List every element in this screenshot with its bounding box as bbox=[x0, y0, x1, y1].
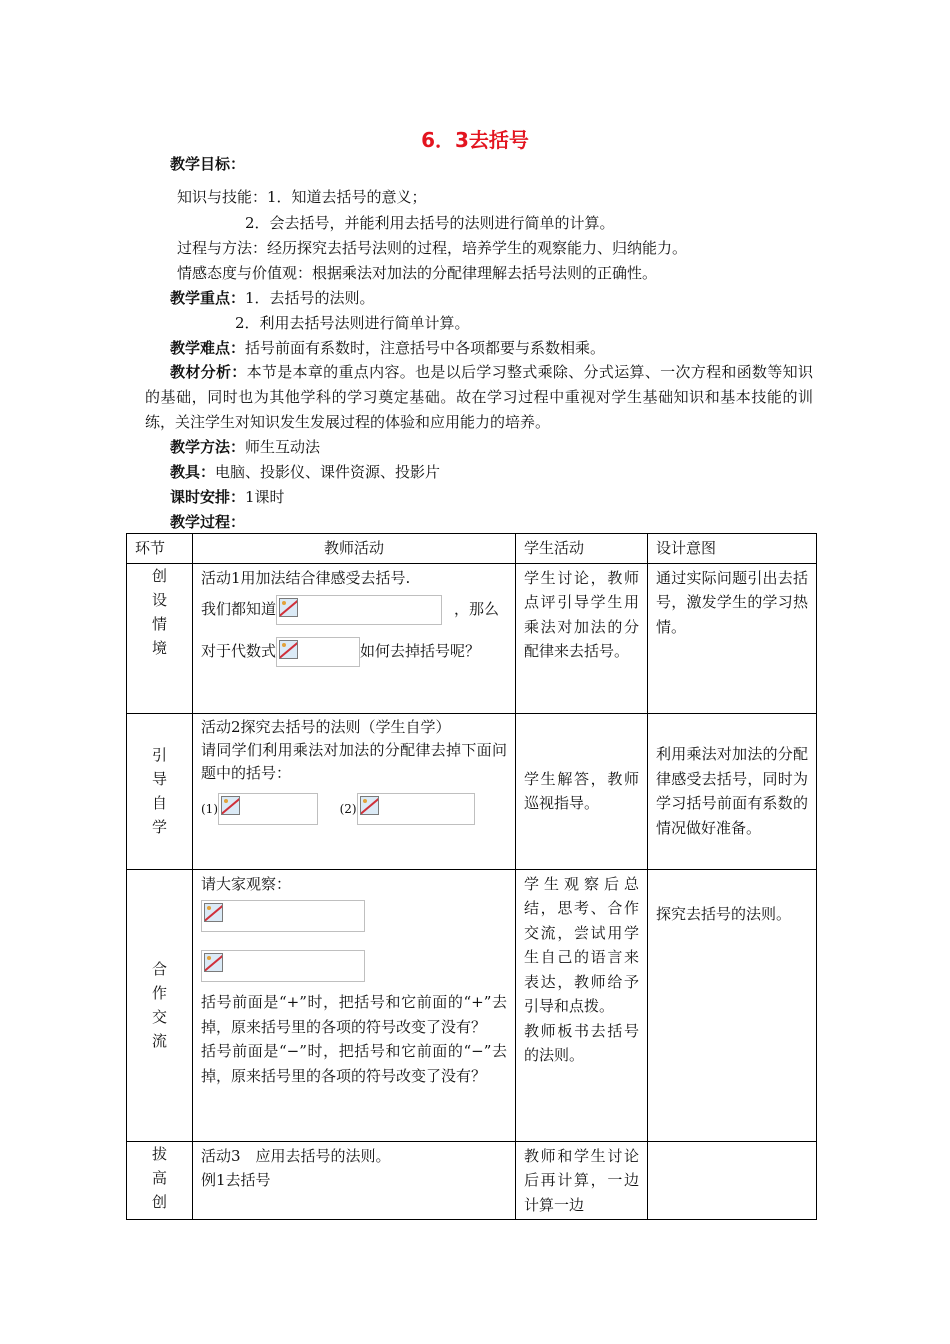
key-points bbox=[170, 286, 375, 310]
lesson-process-table bbox=[126, 533, 817, 1220]
formula-image-placeholder bbox=[357, 793, 475, 825]
student-cell: 学生讨论，教师点评引导学生用乘法对加法的分配律来去括号。 bbox=[516, 563, 648, 713]
student-cell: 学生观察后总结，思考、合作交流，尝试用学生自己的语言来表达，教师给予引导和点拨。 教师板书去括号的法则。 bbox=[516, 869, 648, 1141]
formula-image-placeholder bbox=[201, 950, 365, 982]
objective-process: 过程与方法：经历探究去括号法则的过程，培养学生的观察能力、归纳能力。 bbox=[177, 239, 688, 257]
intent-cell: 利用乘法对加法的分配律感受去括号，同时为学习括号前面有系数的情况做好准备。 bbox=[648, 713, 817, 869]
stage-cell: 引导自学 bbox=[127, 713, 193, 869]
objective-emotion: 情感态度与价值观：根据乘法对加法的分配律理解去括号法则的正确性。 bbox=[177, 264, 658, 282]
teacher-cell: 活动3 应用去括号的法则。 例1去括号 bbox=[193, 1141, 516, 1220]
objectives-heading: 教学目标： bbox=[170, 155, 246, 173]
teacher-cell: 活动2探究去括号的法则（学生自学） 请同学们利用乘法对加法的分配律去掉下面问题中的括号： (1) (2) bbox=[193, 713, 516, 869]
objective-knowledge-1: 知识与技能：1．知道去括号的意义； bbox=[177, 188, 427, 206]
student-cell: 教师和学生讨论后再计算，一边计算一边 bbox=[516, 1141, 648, 1220]
key-point-2: 2．利用去括号法则进行简单计算。 bbox=[235, 314, 470, 332]
teacher-cell: 活动1用加法结合律感受去括号. 我们都知道 ，那么 对于代数式 如何去掉括号呢？ bbox=[193, 563, 516, 713]
header-teacher: 教师活动 bbox=[193, 534, 516, 564]
table-header-row bbox=[127, 534, 817, 564]
stage-cell: 创设情境 bbox=[127, 563, 193, 713]
method bbox=[170, 435, 320, 459]
tools-text: 电脑、投影仪、课件资源、投影片 bbox=[215, 463, 441, 481]
page-title: 6．3去括号 bbox=[421, 128, 529, 152]
process-heading: 教学过程： bbox=[170, 513, 246, 531]
difficulty-label: 教学难点： bbox=[170, 339, 246, 357]
analysis bbox=[145, 360, 813, 435]
intent-cell: 探究去括号的法则。 bbox=[648, 869, 817, 1141]
broken-image-icon bbox=[279, 598, 298, 617]
analysis-text: 本节是本章的重点内容。也是以后学习整式乘除、分式运算、一次方程和函数等知识的基础，同时也为其他学科的学习奠定基础。故在学习过程中重视对学生基础知识和基本技能的训练，关注学生对知识发生发展过程的体验和应用能力的培养。 bbox=[145, 363, 813, 431]
intent-cell: 通过实际问题引出去括号，激发学生的学习热情。 bbox=[648, 563, 817, 713]
formula-image-placeholder bbox=[201, 900, 365, 932]
teacher-cell: 请大家观察： 括号前面是“+”时，把括号和它前面的“+”去掉，原来括号里的各项的符号改变了没有？ 括号前面是“−”时，把括号和它前面的“−”去掉，原来括号里的各项的符号改变了没有？ bbox=[193, 869, 516, 1141]
tools-label: 教具： bbox=[170, 463, 216, 481]
method-label: 教学方法： bbox=[170, 438, 246, 456]
broken-image-icon bbox=[204, 903, 223, 922]
key-points-label: 教学重点： bbox=[170, 289, 246, 307]
table-row bbox=[127, 713, 817, 869]
broken-image-icon bbox=[279, 640, 298, 659]
intent-cell bbox=[648, 1141, 817, 1220]
schedule bbox=[170, 485, 285, 509]
broken-image-icon bbox=[360, 796, 379, 815]
header-student: 学生活动 bbox=[516, 534, 648, 564]
difficulty-text: 括号前面有系数时，注意括号中各项都要与系数相乘。 bbox=[245, 339, 606, 357]
difficulty bbox=[170, 336, 605, 360]
student-cell: 学生解答，教师巡视指导。 bbox=[516, 713, 648, 869]
objective-knowledge-2: 2．会去括号，并能利用去括号的法则进行简单的计算。 bbox=[245, 214, 615, 232]
table-row bbox=[127, 1141, 817, 1220]
table-row bbox=[127, 869, 817, 1141]
stage-cell: 拔高创 bbox=[127, 1141, 193, 1220]
tools bbox=[170, 460, 440, 484]
broken-image-icon bbox=[204, 953, 223, 972]
formula-image-placeholder bbox=[276, 595, 442, 625]
broken-image-icon bbox=[221, 796, 240, 815]
formula-image-placeholder bbox=[276, 637, 360, 667]
formula-image-placeholder bbox=[218, 793, 318, 825]
schedule-label: 课时安排： bbox=[170, 488, 246, 506]
header-intent: 设计意图 bbox=[648, 534, 817, 564]
key-point-1: 1．去括号的法则。 bbox=[245, 289, 375, 307]
schedule-text: 1课时 bbox=[245, 488, 285, 506]
method-text: 师生互动法 bbox=[245, 438, 321, 456]
analysis-label: 教材分析： bbox=[170, 363, 247, 381]
header-stage: 环节 bbox=[127, 534, 193, 564]
table-row bbox=[127, 563, 817, 713]
stage-cell: 合作交流 bbox=[127, 869, 193, 1141]
